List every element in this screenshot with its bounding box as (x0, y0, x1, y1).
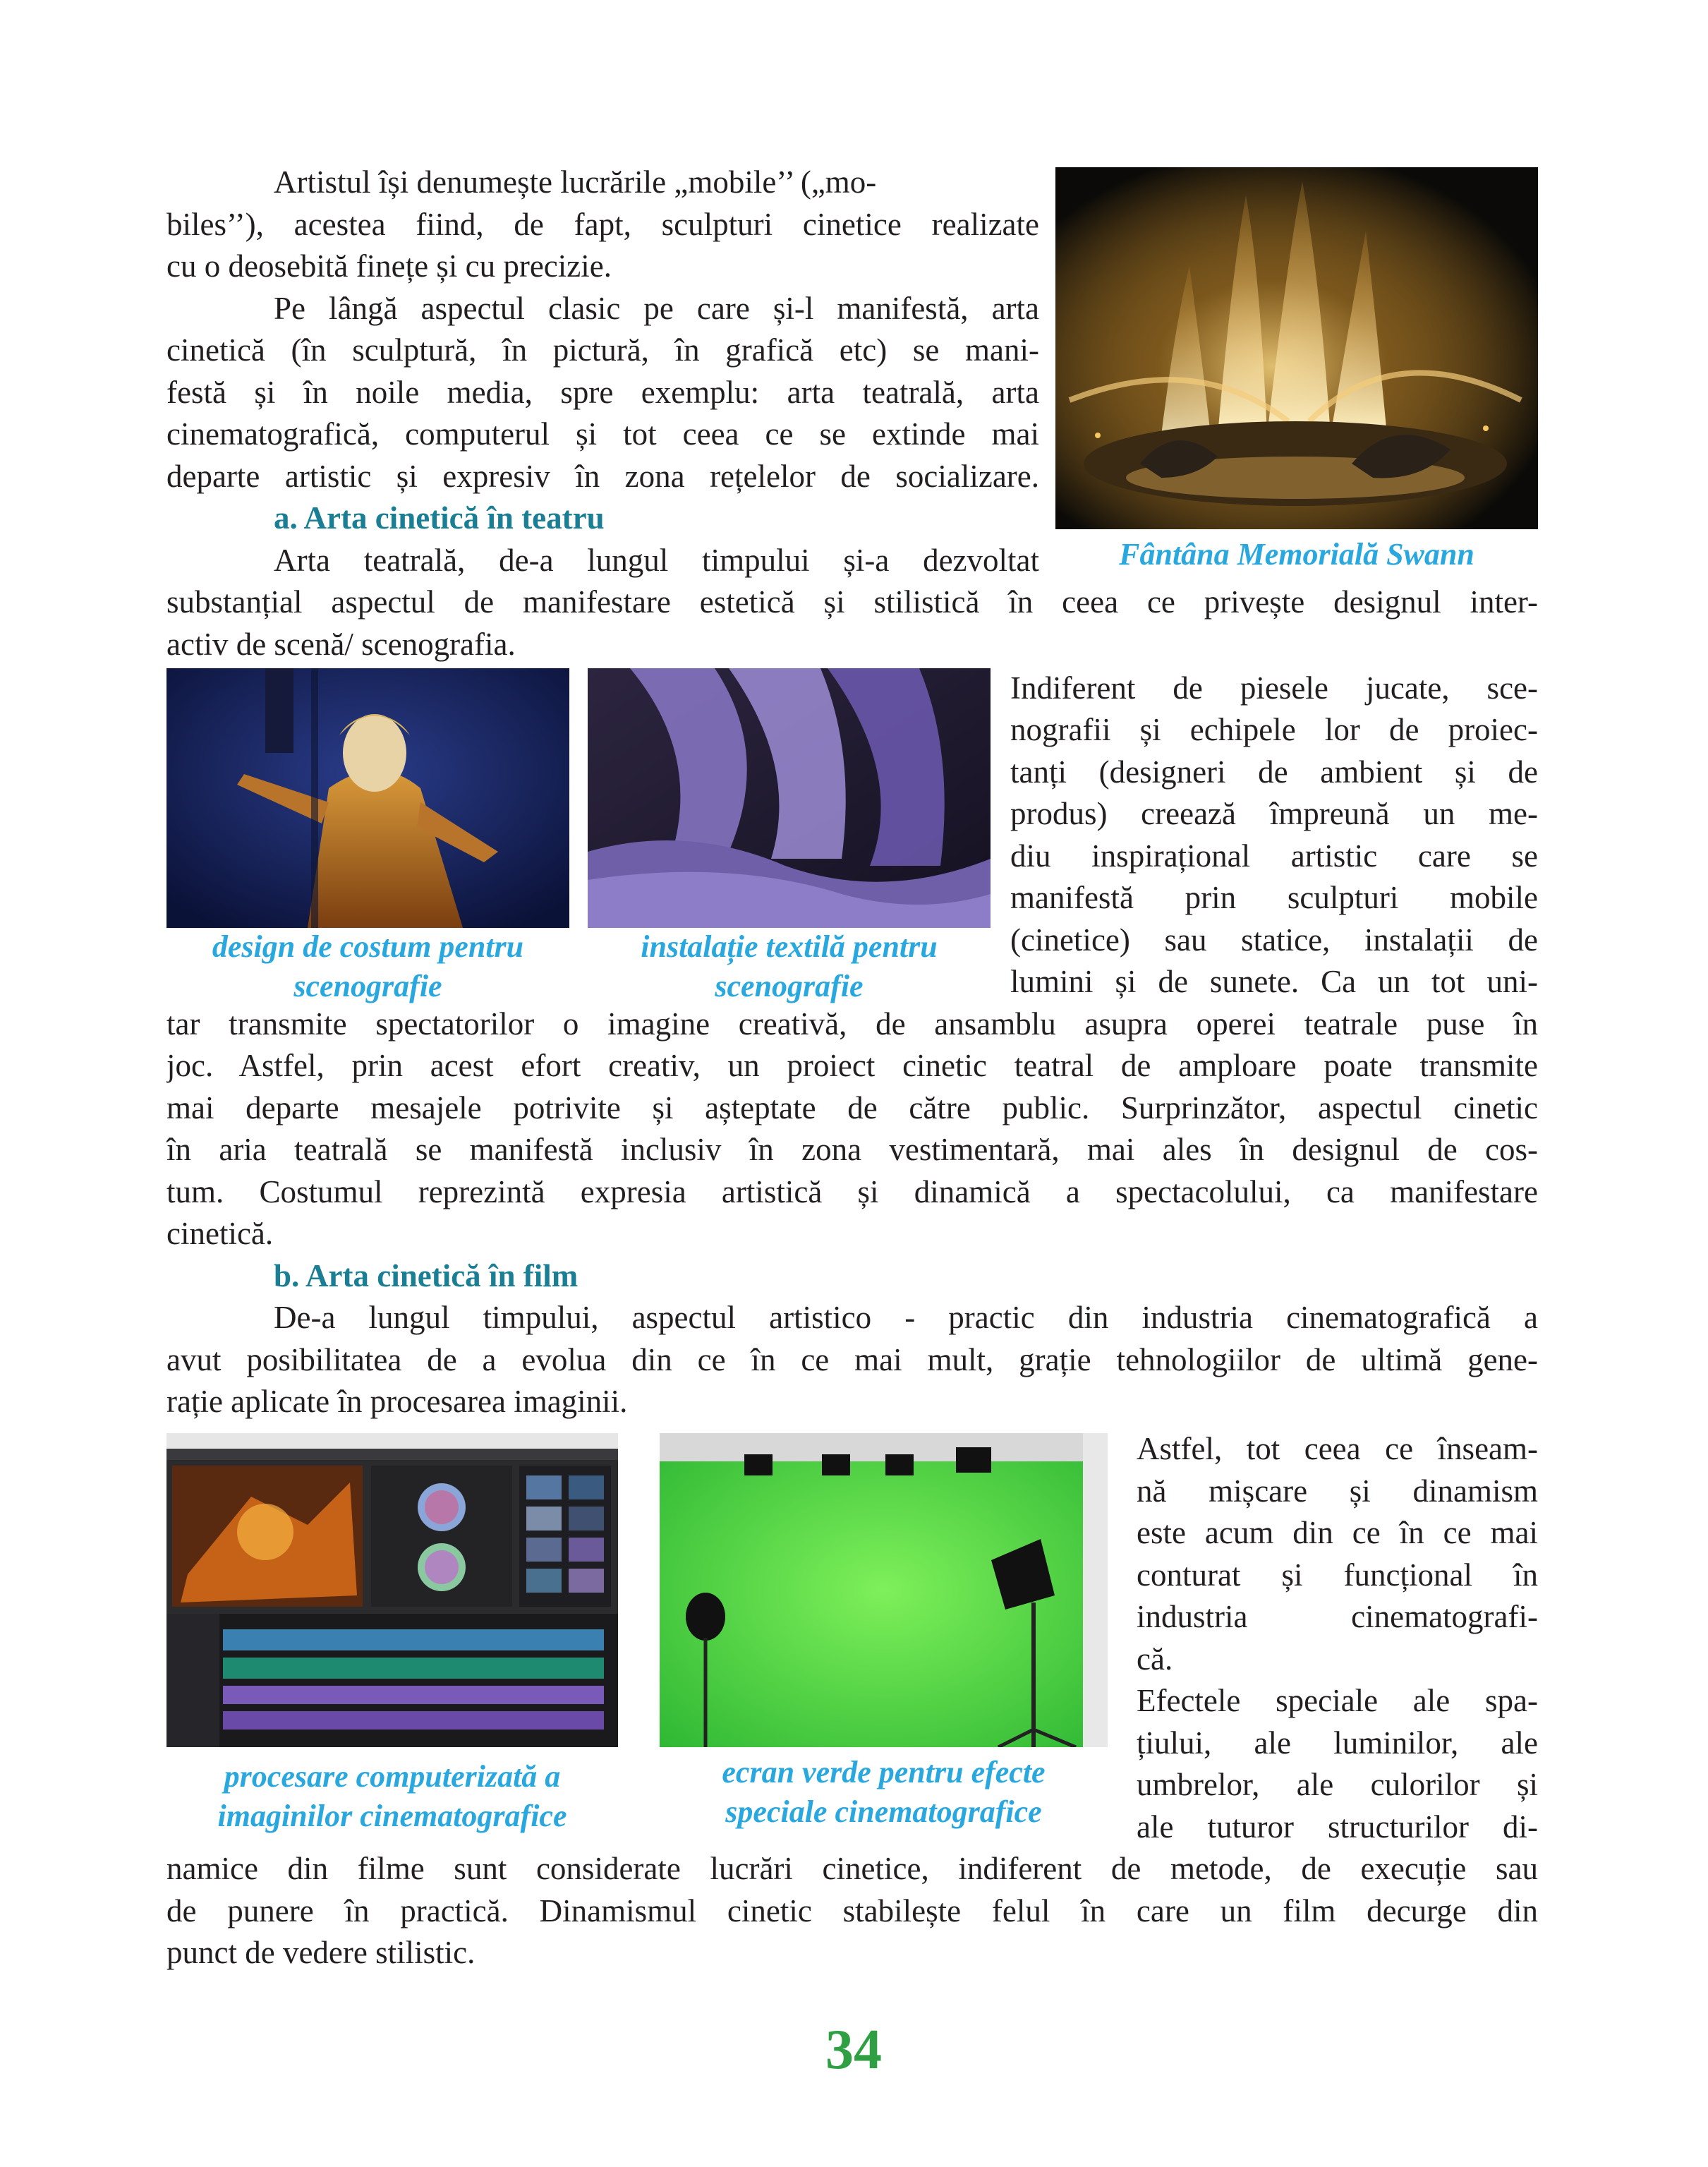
teatru-rest-line-5: tum. Costumul reprezintă expresia artistică și dinamică a spectacolului, ca manifestare (166, 1174, 1538, 1209)
editing-photo (166, 1433, 618, 1747)
film-side-line-5: industria cinematografi- (1137, 1599, 1538, 1634)
heading-arta-cinetica-teatru: a. Arta cinetică în teatru (274, 500, 605, 536)
teatru-rest-line-4: în aria teatrală se manifestă inclusiv în zona vestimentară, mai ales în designul de cos- (166, 1132, 1538, 1167)
page-number: 34 (825, 2019, 882, 2081)
intro-line-7: cinematografică, computerul și tot ceea ce se extinde mai (166, 416, 1039, 452)
teatru-rest-line-1: tar transmite spectatorilor o imagine creativă, de ansamblu asupra operei teatrale puse în (166, 1006, 1538, 1042)
textile-caption-line-2: scenografie (715, 969, 864, 1003)
film-side-line-8: țiului, ale luminilor, ale (1137, 1725, 1538, 1761)
editing-caption-line-2: imaginilor cinematografice (217, 1799, 567, 1833)
greenscreen-caption (660, 1753, 1108, 1832)
teatru-side-line-8: lumini și de sunete. Ca un tot uni- (1010, 964, 1538, 999)
teatru-line-1: Arta teatrală, de-a lungul timpului și-a dezvoltat (274, 543, 1039, 578)
heading-arta-cinetica-film: b. Arta cinetică în film (274, 1258, 579, 1293)
film-line-3: rație aplicate în procesarea imaginii. (166, 1384, 628, 1419)
greenscreen-caption-line-2: speciale cinematografice (725, 1794, 1042, 1829)
intro-line-4: Pe lângă aspectul clasic pe care și-l manifestă, arta (274, 291, 1039, 326)
teatru-line-2: substanțial aspectul de manifestare estetică și stilistică în ceea ce privește designul inter- (166, 584, 1538, 620)
intro-line-3: cu o deosebită finețe și cu precizie. (166, 248, 612, 284)
teatru-line-3: activ de scenă/ scenografia. (166, 627, 516, 662)
intro-line-5: cinetică (în sculptură, în pictură, în grafică etc) se mani- (166, 332, 1039, 368)
textile-caption (588, 927, 991, 1006)
textile-illustration (588, 668, 991, 928)
costume-photo (166, 668, 569, 928)
film-rest-line-1: namice din filme sunt considerate lucrări cinetice, indiferent de metode, de execuție sau (166, 1851, 1538, 1886)
intro-line-2: biles’’), acestea fiind, de fapt, sculpturi cinetice realizate (166, 207, 1039, 242)
film-rest-line-2: de punere în practică. Dinamismul cinetic stabilește felul în care un film decurge din (166, 1893, 1538, 1928)
greenscreen-illustration (660, 1433, 1108, 1747)
film-side-line-10: ale tuturor structurilor di- (1137, 1809, 1538, 1845)
fountain-caption: Fântâna Memorială Swann (1119, 537, 1474, 572)
greenscreen-photo (660, 1433, 1108, 1747)
film-line-1: De-a lungul timpului, aspectul artistico - practic din industria cinematografică a (274, 1300, 1538, 1335)
textile-photo (588, 668, 991, 928)
editing-caption-line-1: procesare computerizată a (224, 1759, 561, 1794)
film-side-line-9: umbrelor, ale culorilor și (1137, 1767, 1538, 1802)
costume-caption-line-2: scenografie (293, 969, 442, 1003)
editing-illustration (166, 1433, 618, 1747)
fountain-photo (1055, 167, 1538, 529)
teatru-rest-line-2: joc. Astfel, prin acest efort creativ, un proiect cinetic teatral de amploare poate transmite (166, 1048, 1538, 1083)
film-line-2: avut posibilitatea de a evolua din ce în ce mai mult, grație tehnologiilor de ultimă gene- (166, 1342, 1538, 1377)
costume-illustration (166, 668, 569, 928)
film-side-line-2: nă mișcare și dinamism (1137, 1473, 1538, 1509)
fountain-illustration (1055, 167, 1538, 529)
costume-caption-line-1: design de costum pentru (212, 929, 524, 964)
teatru-rest-line-3: mai departe mesajele potrivite și așteptate de către public. Surprinzător, aspectul cinetic (166, 1090, 1538, 1125)
intro-line-1: Artistul își denumește lucrările „mobile’’ („mo- (274, 164, 877, 200)
teatru-side-line-6: manifestă prin sculpturi mobile (1010, 880, 1538, 915)
film-side-line-6: că. (1137, 1641, 1173, 1677)
film-side-line-3: este acum din ce în ce mai (1137, 1515, 1538, 1550)
teatru-side-line-2: nografii și echipele lor de proiec- (1010, 712, 1538, 747)
intro-line-8: departe artistic și expresiv în zona rețelelor de socializare. (166, 459, 1039, 494)
greenscreen-caption-line-1: ecran verde pentru efecte (722, 1755, 1046, 1789)
film-side-line-4: conturat și funcțional în (1137, 1557, 1538, 1593)
teatru-side-line-5: diu inspirațional artistic care se (1010, 838, 1538, 874)
teatru-side-line-3: tanți (designeri de ambient și de (1010, 754, 1538, 790)
editing-caption (166, 1757, 618, 1836)
intro-line-6: festă și în noile media, spre exemplu: arta teatrală, arta (166, 375, 1039, 410)
teatru-side-line-4: produs) creează împreună un me- (1010, 796, 1538, 831)
film-side-line-1: Astfel, tot ceea ce înseam- (1137, 1431, 1538, 1466)
teatru-side-line-7: (cinetice) sau statice, instalații de (1010, 922, 1538, 958)
textile-caption-line-1: instalație textilă pentru (641, 929, 938, 964)
teatru-rest-line-6: cinetică. (166, 1216, 274, 1251)
teatru-side-line-1: Indiferent de piesele jucate, sce- (1010, 670, 1538, 706)
film-side-line-7: Efectele speciale ale spa- (1137, 1683, 1538, 1718)
costume-caption (166, 927, 569, 1006)
film-rest-line-3: punct de vedere stilistic. (166, 1935, 476, 1970)
